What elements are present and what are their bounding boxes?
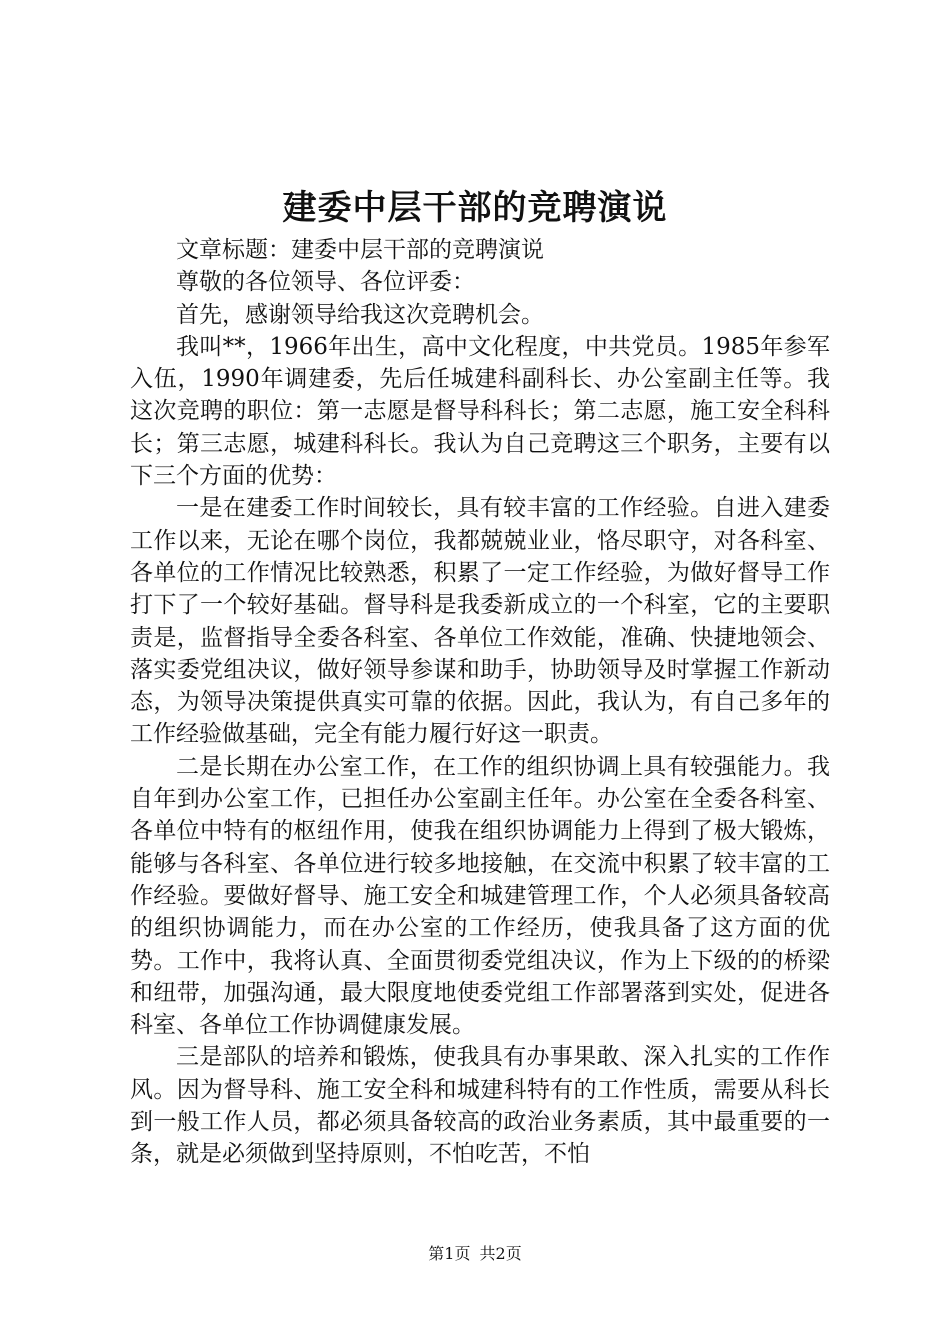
paragraph-advantage-two: 二是长期在办公室工作，在工作的组织协调上具有较强能力。我自年到办公室工作，已担任办公室副主任年。办公室在全委各科室、各单位中特有的枢纽作用，使我在组织协调能力上得到了极大锻炼，能够与各科室、各单位进行较多地接触，在交流中积累了较丰富的工作经验。要做好督导、施工安全和城建管理工作，个人必须具备较高的组织协调能力，而在办公室的工作经历，使我具备了这方面的优势。工作中，我将认真、全面贯彻委党组决议，作为上下级的的桥梁和纽带，加强沟通，最大限度地使委党组工作部署落到实处，促进各科室、各单位工作协调健康发展。 bbox=[130, 753, 830, 1039]
document-body bbox=[130, 234, 830, 1171]
document-title: 建委中层干部的竞聘演说 bbox=[282, 188, 668, 228]
paragraph-advantage-one: 一是在建委工作时间较长，具有较丰富的工作经验。自进入建委工作以来，无论在哪个岗位，我都兢兢业业，恪尽职守，对各科室、各单位的工作情况比较熟悉，积累了一定工作经验，为做好督导工作打下了一个较好基础。督导科是我委新成立的一个科室，它的主要职责是，监督指导全委各科室、各单位工作效能，准确、快捷地领会、落实委党组决议，做好领导参谋和助手，协助领导及时掌握工作新动态，为领导决策提供真实可靠的依据。因此，我认为，有自己多年的工作经验做基础，完全有能力履行好这一职责。 bbox=[130, 495, 830, 748]
page-total: 共2页 bbox=[479, 1244, 522, 1263]
paragraph-thanks: 首先，感谢领导给我这次竞聘机会。 bbox=[176, 301, 544, 328]
paragraph-salutation: 尊敬的各位领导、各位评委： bbox=[176, 269, 475, 296]
page-number: 第1页 bbox=[428, 1244, 471, 1263]
paragraph-advantage-three: 三是部队的培养和锻炼，使我具有办事果敢、深入扎实的工作作风。因为督导科、施工安全科和城建科特有的工作性质，需要从科长到一般工作人员，都必须具备较高的政治业务素质，其中最重要的一条，就是必须做到坚持原则，不怕吃苦，不怕 bbox=[130, 1044, 830, 1168]
paragraph-article-title: 文章标题：建委中层干部的竞聘演说 bbox=[176, 237, 544, 263]
page-footer bbox=[0, 1243, 950, 1265]
paragraph-introduction: 我叫**，1966年出生，高中文化程度，中共党员。1985年参军入伍，1990年调建委，先后任城建科副科长、办公室副主任等。我这次竞聘的职位：第一志愿是督导科科长；第二志愿，施工安全科科长；第三志愿，城建科科长。我认为自己竞聘这三个职务，主要有以下三个方面的优势： bbox=[130, 333, 830, 490]
